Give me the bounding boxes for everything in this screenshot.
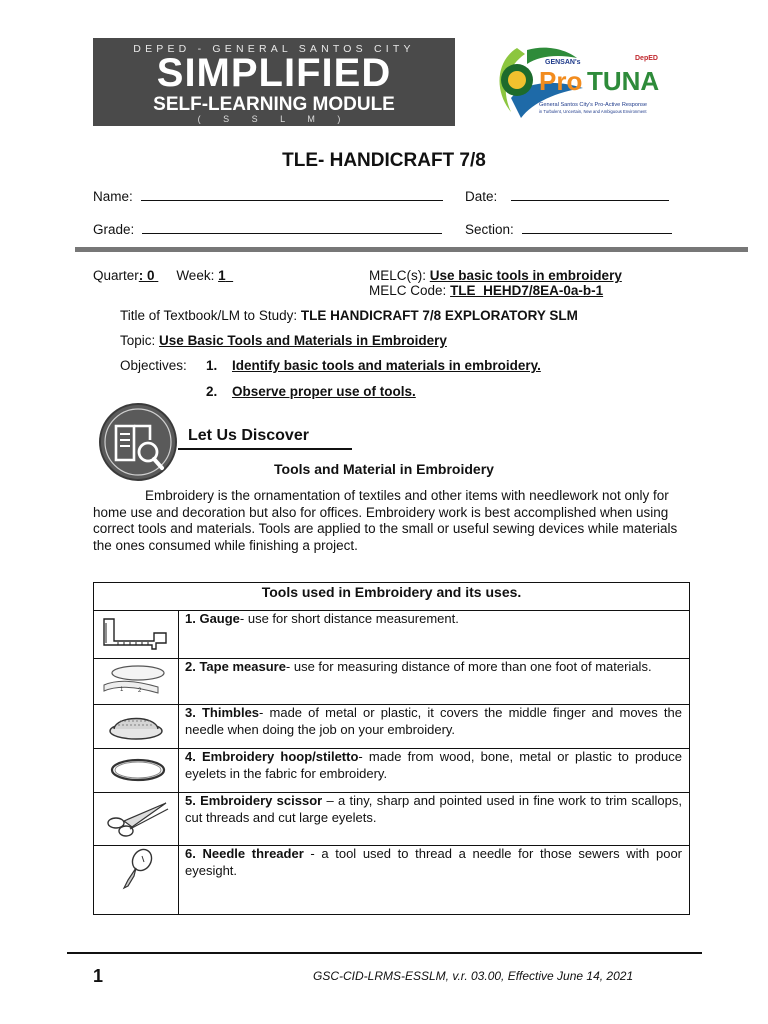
melc-label: MELC(s): <box>369 268 426 283</box>
svg-text:1: 1 <box>120 687 124 693</box>
tools-table <box>93 582 690 915</box>
melc-value: Use basic tools in embroidery <box>429 268 622 283</box>
tool-desc: - use for measuring distance of more than one foot of materials. <box>285 659 652 674</box>
hoop-icon <box>98 749 174 791</box>
objective-1-num: 1. <box>206 358 218 373</box>
grade-line[interactable] <box>142 222 442 234</box>
page-title: TLE- HANDICRAFT 7/8 <box>282 150 486 171</box>
melc-code-value: TLE_HEHD7/8EA-0a-b-1 <box>450 283 604 298</box>
table-row <box>185 846 682 879</box>
logo-tuna-text: TUNA <box>587 66 660 96</box>
svg-text:2: 2 <box>138 688 142 694</box>
logo-gensan-text: GENSAN's <box>545 59 581 66</box>
logo-pro-text: Pro <box>539 66 583 96</box>
section-line[interactable] <box>522 222 672 234</box>
tool-desc: - made of metal or plastic, it covers the middle finger and moves the needle when doing the job on your embroidery. <box>185 705 682 737</box>
tool-desc: – a tiny, sharp and pointed used in fine work to trim scallops, cut threads and cut large eyelets. <box>185 793 682 825</box>
date-line[interactable] <box>511 189 669 201</box>
footer-code: GSC-CID-LRMS-ESSLM, v.r. 03.00, Effective June 14, 2021 <box>313 969 634 983</box>
topic-line <box>120 333 447 348</box>
tool-name: 5. Embroidery scissor <box>185 793 323 808</box>
objectives-label: Objectives: <box>120 358 187 373</box>
tool-desc: - use for short distance measurement. <box>239 611 459 626</box>
week-label: Week: <box>176 268 215 283</box>
grade-field[interactable] <box>93 222 442 237</box>
tools-table-column-divider <box>178 611 179 914</box>
melc-code-label: MELC Code: <box>369 283 447 298</box>
table-row <box>185 659 682 676</box>
tape-measure-icon <box>98 659 174 703</box>
banner-simplified-text: SIMPLIFIED <box>156 51 392 95</box>
tool-name: 2. Tape measure <box>185 659 286 674</box>
tools-table-heading: Tools used in Embroidery and its uses. <box>94 583 689 611</box>
banner-abbr-text: ( S S L M ) <box>197 114 351 124</box>
banner-module-text: SELF-LEARNING MODULE <box>153 94 395 115</box>
section-subtitle: Tools and Material in Embroidery <box>274 461 494 477</box>
name-line[interactable] <box>141 189 443 201</box>
intro-text: Embroidery is the ornamentation of textiles and other items with needlework not only for home use and decoration but also for offices. Embroidery work is best accomplished when using correct tools and materials. Tools are applied to the small or useful sewing devices while materials the ones consumed while finishing a project. <box>93 488 678 553</box>
table-row <box>185 705 682 738</box>
thimble-icon <box>98 705 174 747</box>
week-value: 1 <box>218 268 226 283</box>
discover-underline <box>178 448 352 450</box>
logo-tagline-1: General Santos City's Pro-Active Response <box>539 102 648 108</box>
textbook-line <box>120 308 578 323</box>
tool-name: 6. Needle threader <box>185 846 304 861</box>
table-row <box>185 749 682 782</box>
objective-1 <box>206 358 541 373</box>
tool-desc: - made from wood, bone, metal or plastic to produce eyelets in the fabric for embroidery. <box>185 749 682 781</box>
table-row <box>185 611 682 628</box>
logo-deped-text: DepED <box>635 55 658 62</box>
gauge-icon <box>98 611 174 657</box>
textbook-label: Title of Textbook/LM to Study: <box>120 308 298 323</box>
tool-name: 1. Gauge <box>185 611 240 626</box>
objective-2-text: Observe proper use of tools. <box>232 384 416 399</box>
section-field[interactable] <box>465 222 672 237</box>
scissor-icon <box>98 793 174 843</box>
header-divider <box>75 247 748 252</box>
date-field[interactable] <box>465 189 669 204</box>
topic-label: Topic: <box>120 333 156 348</box>
intro-paragraph <box>93 488 693 554</box>
topic-value: Use Basic Tools and Materials in Embroidery <box>159 333 447 348</box>
date-label: Date: <box>465 189 498 204</box>
objective-2-num: 2. <box>206 384 218 399</box>
needle-threader-icon <box>98 846 174 890</box>
tool-name: 4. Embroidery hoop/stiletto <box>185 749 359 764</box>
objective-2 <box>206 384 416 399</box>
objective-1-text: Identify basic tools and materials in embroidery. <box>232 358 541 373</box>
page-number: 1 <box>93 966 104 986</box>
sslm-banner <box>93 38 455 126</box>
discover-heading: Let Us Discover <box>188 427 309 444</box>
quarter-week <box>93 268 233 283</box>
tool-desc: - a tool used to thread a needle for those sewers with poor eyesight. <box>185 846 682 878</box>
quarter-value: : 0 <box>138 268 155 283</box>
table-row <box>185 793 682 826</box>
textbook-value: TLE HANDICRAFT 7/8 EXPLORATORY SLM <box>300 308 578 323</box>
footer-divider <box>67 952 702 954</box>
tool-name: 3. Thimbles <box>185 705 260 720</box>
name-label: Name: <box>93 189 133 204</box>
name-field[interactable] <box>93 189 443 204</box>
banner-deped-text: DEPED - GENERAL SANTOS CITY <box>133 43 415 55</box>
logo-tagline-2: in Turbulent, Uncertain, New and Ambiguous Environment <box>539 109 647 114</box>
grade-label: Grade: <box>93 222 135 237</box>
protuna-logo <box>487 40 675 128</box>
quarter-label: Quarter <box>93 268 139 283</box>
section-label: Section: <box>465 222 514 237</box>
melc-line <box>369 268 622 283</box>
melc-code-line <box>369 283 603 298</box>
